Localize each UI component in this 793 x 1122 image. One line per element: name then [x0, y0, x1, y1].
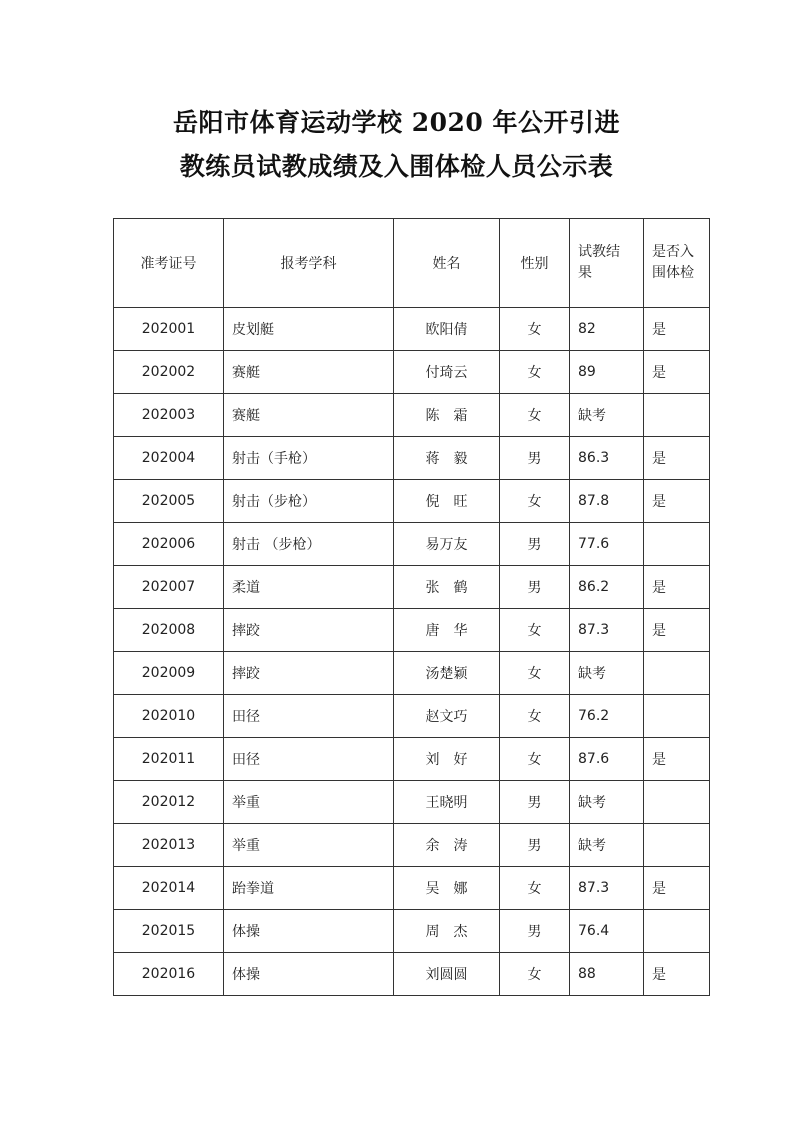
cell-subject: 柔道	[224, 566, 394, 609]
table-body	[114, 308, 710, 996]
cell-exam-id: 202005	[114, 480, 224, 523]
table-row	[114, 824, 710, 867]
cell-subject: 跆拳道	[224, 867, 394, 910]
cell-score: 缺考	[570, 824, 644, 867]
cell-subject: 赛艇	[224, 351, 394, 394]
cell-gender: 男	[500, 910, 570, 953]
header-shortlisted	[644, 219, 710, 308]
cell-name: 周 杰	[394, 910, 500, 953]
table-row	[114, 437, 710, 480]
document-title-line-1: 岳阳市体育运动学校 2020 年公开引进	[173, 108, 620, 137]
cell-subject: 体操	[224, 910, 394, 953]
cell-score: 缺考	[570, 394, 644, 437]
cell-exam-id: 202006	[114, 523, 224, 566]
cell-subject: 摔跤	[224, 652, 394, 695]
table-row	[114, 523, 710, 566]
cell-name: 赵文巧	[394, 695, 500, 738]
cell-subject: 皮划艇	[224, 308, 394, 351]
cell-shortlisted	[644, 824, 710, 867]
cell-exam-id: 202013	[114, 824, 224, 867]
cell-score: 87.3	[570, 609, 644, 652]
cell-name: 余 涛	[394, 824, 500, 867]
cell-shortlisted: 是	[644, 480, 710, 523]
cell-shortlisted	[644, 394, 710, 437]
cell-name: 汤楚颖	[394, 652, 500, 695]
cell-shortlisted	[644, 695, 710, 738]
cell-name: 刘圆圆	[394, 953, 500, 996]
cell-name: 王晓明	[394, 781, 500, 824]
cell-gender: 男	[500, 566, 570, 609]
cell-gender: 女	[500, 480, 570, 523]
cell-score: 缺考	[570, 652, 644, 695]
cell-subject: 田径	[224, 738, 394, 781]
header-exam-id: 准考证号	[114, 219, 224, 308]
table-row	[114, 394, 710, 437]
cell-score: 87.3	[570, 867, 644, 910]
cell-score: 89	[570, 351, 644, 394]
header-row	[114, 219, 710, 308]
cell-exam-id: 202003	[114, 394, 224, 437]
table-row	[114, 351, 710, 394]
header-gender: 性别	[500, 219, 570, 308]
cell-score: 87.6	[570, 738, 644, 781]
header-shortlisted-line-1: 是否入	[652, 244, 694, 260]
cell-gender: 女	[500, 953, 570, 996]
header-score-line-2: 果	[578, 265, 592, 281]
header-score	[570, 219, 644, 308]
cell-shortlisted: 是	[644, 566, 710, 609]
cell-gender: 男	[500, 437, 570, 480]
cell-shortlisted: 是	[644, 437, 710, 480]
table-row	[114, 910, 710, 953]
cell-gender: 女	[500, 867, 570, 910]
results-table	[113, 218, 710, 996]
cell-shortlisted	[644, 781, 710, 824]
cell-score: 86.2	[570, 566, 644, 609]
cell-score: 76.4	[570, 910, 644, 953]
table-row	[114, 308, 710, 351]
cell-name: 易万友	[394, 523, 500, 566]
cell-subject: 举重	[224, 824, 394, 867]
table-row	[114, 738, 710, 781]
cell-gender: 女	[500, 609, 570, 652]
table-row	[114, 609, 710, 652]
cell-gender: 男	[500, 824, 570, 867]
cell-subject: 射击（手枪）	[224, 437, 394, 480]
cell-shortlisted	[644, 910, 710, 953]
cell-gender: 女	[500, 652, 570, 695]
table-row	[114, 953, 710, 996]
table-row	[114, 566, 710, 609]
cell-exam-id: 202016	[114, 953, 224, 996]
header-score-line-1: 试教结	[578, 244, 620, 260]
header-name: 姓名	[394, 219, 500, 308]
table-row	[114, 781, 710, 824]
cell-name: 蒋 毅	[394, 437, 500, 480]
cell-name: 倪 旺	[394, 480, 500, 523]
cell-gender: 女	[500, 394, 570, 437]
cell-name: 刘 好	[394, 738, 500, 781]
cell-score: 76.2	[570, 695, 644, 738]
cell-name: 吴 娜	[394, 867, 500, 910]
cell-name: 欧阳倩	[394, 308, 500, 351]
table-header	[114, 219, 710, 308]
cell-exam-id: 202001	[114, 308, 224, 351]
table-row	[114, 480, 710, 523]
cell-shortlisted	[644, 523, 710, 566]
cell-subject: 举重	[224, 781, 394, 824]
cell-score: 缺考	[570, 781, 644, 824]
cell-name: 付琦云	[394, 351, 500, 394]
cell-exam-id: 202007	[114, 566, 224, 609]
cell-subject: 田径	[224, 695, 394, 738]
cell-subject: 射击 （步枪）	[224, 523, 394, 566]
cell-exam-id: 202014	[114, 867, 224, 910]
document-title-line-2: 教练员试教成绩及入围体检人员公示表	[179, 152, 614, 181]
cell-score: 88	[570, 953, 644, 996]
cell-shortlisted: 是	[644, 308, 710, 351]
cell-score: 77.6	[570, 523, 644, 566]
cell-exam-id: 202012	[114, 781, 224, 824]
table-row	[114, 695, 710, 738]
cell-shortlisted: 是	[644, 867, 710, 910]
header-shortlisted-line-2: 围体检	[652, 265, 694, 281]
cell-subject: 赛艇	[224, 394, 394, 437]
table-row	[114, 867, 710, 910]
cell-subject: 摔跤	[224, 609, 394, 652]
cell-score: 82	[570, 308, 644, 351]
cell-exam-id: 202015	[114, 910, 224, 953]
cell-subject: 体操	[224, 953, 394, 996]
cell-exam-id: 202011	[114, 738, 224, 781]
cell-gender: 女	[500, 308, 570, 351]
cell-gender: 男	[500, 781, 570, 824]
cell-exam-id: 202002	[114, 351, 224, 394]
cell-shortlisted: 是	[644, 738, 710, 781]
cell-shortlisted: 是	[644, 609, 710, 652]
header-subject: 报考学科	[224, 219, 394, 308]
cell-gender: 女	[500, 351, 570, 394]
table-row	[114, 652, 710, 695]
cell-shortlisted: 是	[644, 953, 710, 996]
cell-exam-id: 202010	[114, 695, 224, 738]
cell-name: 张 鹤	[394, 566, 500, 609]
cell-score: 87.8	[570, 480, 644, 523]
cell-exam-id: 202009	[114, 652, 224, 695]
cell-name: 陈 霜	[394, 394, 500, 437]
cell-name: 唐 华	[394, 609, 500, 652]
cell-subject: 射击（步枪）	[224, 480, 394, 523]
cell-shortlisted: 是	[644, 351, 710, 394]
cell-gender: 女	[500, 738, 570, 781]
cell-shortlisted	[644, 652, 710, 695]
cell-exam-id: 202008	[114, 609, 224, 652]
cell-gender: 女	[500, 695, 570, 738]
cell-gender: 男	[500, 523, 570, 566]
cell-score: 86.3	[570, 437, 644, 480]
cell-exam-id: 202004	[114, 437, 224, 480]
